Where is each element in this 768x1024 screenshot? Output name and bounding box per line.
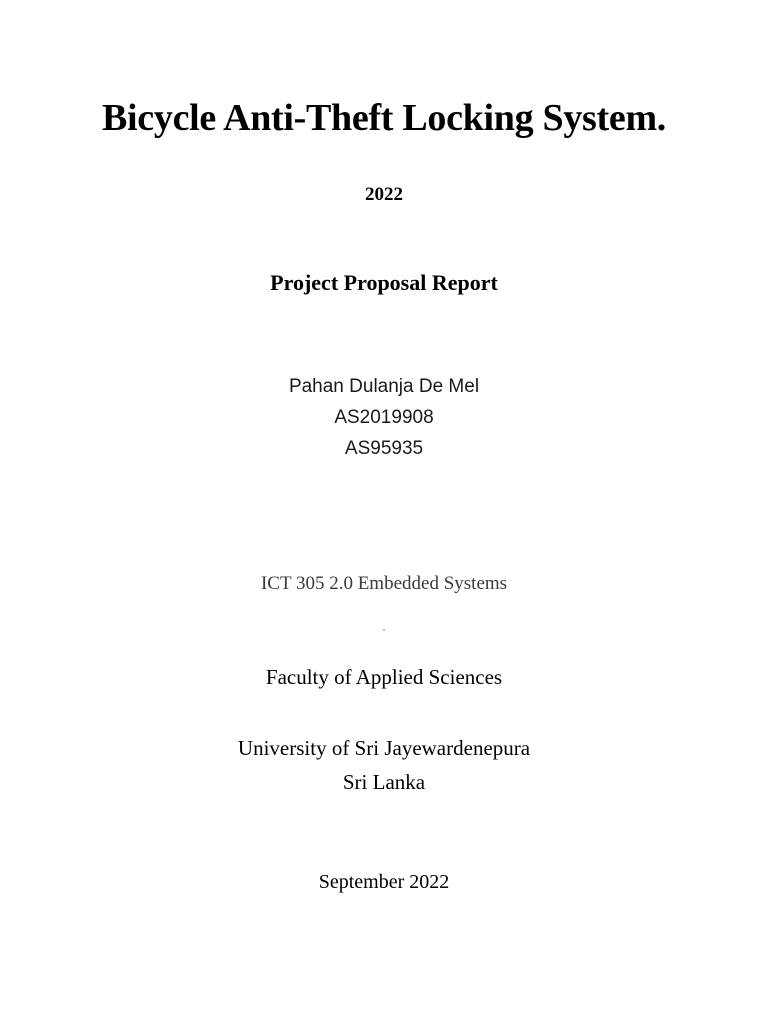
faculty-name: Faculty of Applied Sciences bbox=[265, 665, 503, 689]
document-date: September 2022 bbox=[318, 871, 450, 893]
course-name: ICT 305 2.0 Embedded Systems bbox=[260, 573, 508, 594]
author-id-primary: AS2019908 bbox=[334, 407, 434, 428]
country-name: Sri Lanka bbox=[342, 770, 426, 794]
separator-dot: . bbox=[382, 620, 386, 634]
author-id-secondary: AS95935 bbox=[344, 438, 424, 459]
university-name: University of Sri Jayewardenepura bbox=[237, 736, 531, 760]
report-type: Project Proposal Report bbox=[270, 270, 498, 295]
document-title: Bicycle Anti-Theft Locking System. bbox=[102, 97, 666, 139]
document-year: 2022 bbox=[365, 184, 403, 205]
author-name: Pahan Dulanja De Mel bbox=[288, 376, 480, 397]
